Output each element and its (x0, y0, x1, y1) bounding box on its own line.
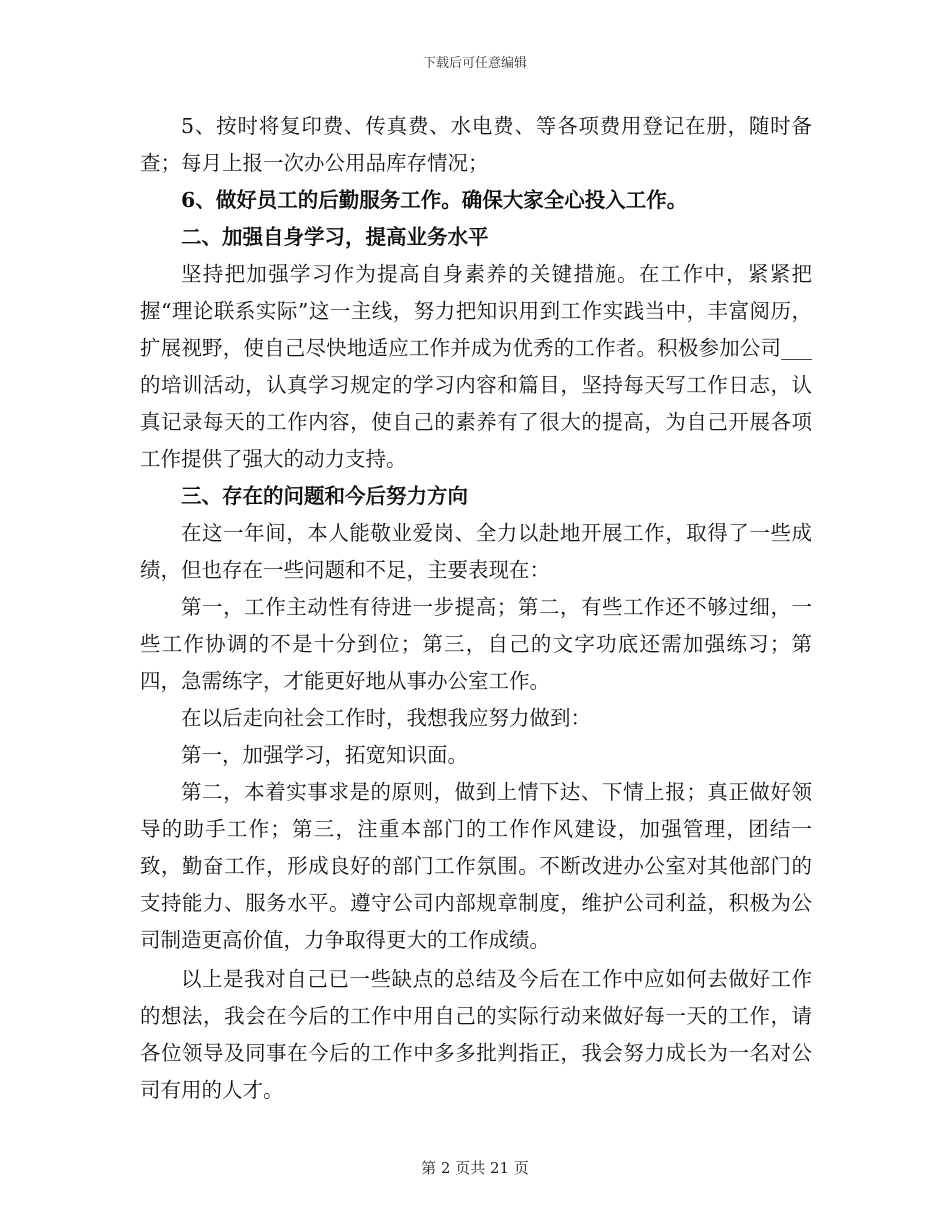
section-heading: 三、存在的问题和今后努力方向 (181, 484, 468, 508)
paragraph: 第二，本着实事求是的原则，做到上情下达、下情上报；真正做好领导的助手工作；第三，注重本部门的工作作风建设，加强管理，团结一致，勤奋工作，形成良好的部门工作氛围。不断改进办公室对其他部门的支持能力、服务水平。遵守公司内部规章制度，维护公司利益，积极为公司制造更高价值，力争取得更大的工作成绩。 (140, 780, 812, 952)
page-footer: 第 2 页共 21 页 (421, 1159, 529, 1177)
paragraph: 以上是我对自己已一些缺点的总结及今后在工作中应如何去做好工作的想法，我会在今后的工作中用自己的实际行动来做好每一天的工作，请各位领导及同事在今后的工作中多多批判指正，我会努力成长为一名对公司有用的人才。 (140, 967, 812, 1102)
paragraph: 第一，工作主动性有待进一步提高；第二，有些工作还不够过细，一些工作协调的不是十分到位；第三，自己的文字功底还需加强练习；第四，急需练字，才能更好地从事办公室工作。 (140, 595, 812, 693)
paragraph: 5、按时将复印费、传真费、水电费、等各项费用登记在册，随时备查；每月上报一次办公用品库存情况； (140, 114, 812, 175)
paragraph: 坚持把加强学习作为提高自身素养的关键措施。在工作中，紧紧把握“理论联系实际”这一主线，努力把知识用到工作实践当中，丰富阅历，扩展视野，使自己尽快地适应工作并成为优秀的工作者。积极参加公司___的培训活动，认真学习规定的学习内容和篇目，坚持每天写工作日志，认真记录每天的工作内容，使自己的素养有了很大的提高，为自己开展各项工作提供了强大的动力支持。 (140, 262, 812, 471)
paragraph: 第一，加强学习，拓宽知识面。 (181, 743, 468, 767)
document-body (140, 108, 812, 1109)
section-heading: 二、加强自身学习，提高业务水平 (181, 225, 489, 249)
page-header: 下载后可任意编辑 (422, 56, 527, 71)
paragraph: 在以后走向社会工作时，我想我应努力做到： (181, 706, 591, 730)
paragraph: 在这一年间，本人能敬业爱岗、全力以赴地开展工作，取得了一些成绩，但也存在一些问题和不足，主要表现在： (140, 521, 812, 582)
paragraph-bold: 6、做好员工的后勤服务工作。确保大家全心投入工作。 (181, 188, 688, 212)
